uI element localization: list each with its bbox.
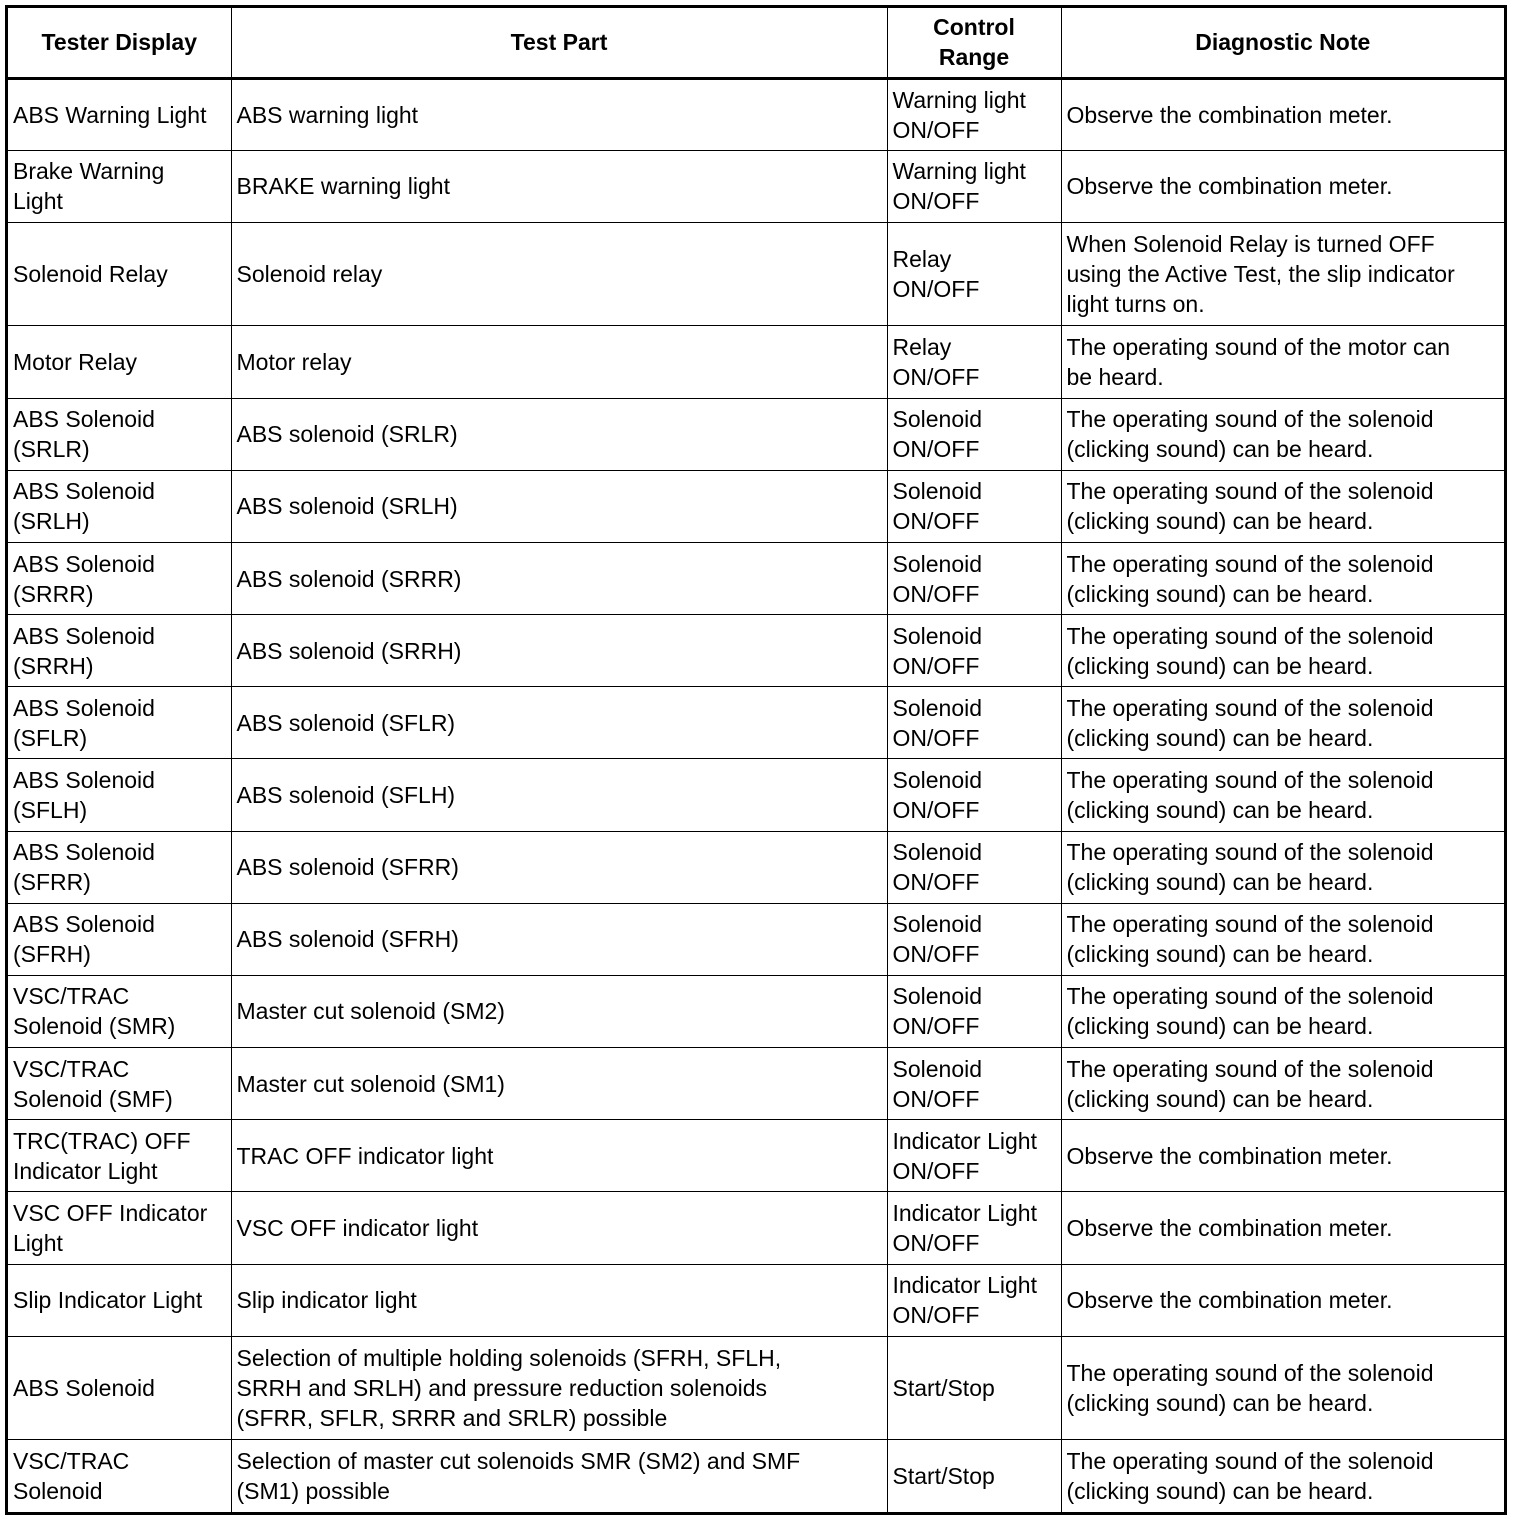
diagnostic-note-cell — [1061, 615, 1504, 687]
test-part-cell-text: VSC OFF indicator light — [236, 1214, 479, 1241]
tester-display-cell-text: VSC/TRAC Solenoid — [13, 1448, 130, 1505]
tester-display-cell-text: ABS Solenoid (SFLH) — [13, 766, 155, 823]
diagnostic-note-cell — [1061, 398, 1504, 470]
table-row — [8, 831, 1504, 903]
diagnostic-note-cell — [1061, 903, 1504, 975]
tester-display-cell-text: ABS Solenoid (SFLR) — [13, 694, 155, 751]
control-range-cell-text: Relay ON/OFF — [892, 334, 980, 391]
test-part-cell — [231, 831, 887, 903]
diagnostic-note-cell — [1061, 759, 1504, 831]
table-row — [8, 150, 1504, 222]
control-range-cell-text: Relay ON/OFF — [892, 246, 980, 303]
diagnostic-note-cell — [1061, 831, 1504, 903]
header-row — [8, 8, 1504, 78]
tester-display-cell-text: ABS Solenoid (SFRH) — [13, 911, 155, 968]
diagnostic-note-cell-text: The operating sound of the solenoid (clicking sound) can be heard. — [1066, 1055, 1434, 1112]
diagnostic-note-cell-text: Observe the combination meter. — [1066, 1214, 1393, 1241]
tester-display-cell — [8, 903, 231, 975]
tester-display-cell — [8, 326, 231, 398]
diagnostic-note-cell-text: Observe the combination meter. — [1066, 1142, 1393, 1169]
test-part-cell-text: Selection of master cut solenoids SMR (SM2) and SMF (SM1) possible — [236, 1448, 801, 1505]
diagnostic-note-cell — [1061, 222, 1504, 326]
control-range-cell — [887, 903, 1061, 975]
tester-display-cell — [8, 542, 231, 614]
test-part-cell-text: TRAC OFF indicator light — [236, 1142, 494, 1169]
diagnostic-note-cell-text: Observe the combination meter. — [1066, 1287, 1393, 1314]
table-row — [8, 1336, 1504, 1440]
diagnostic-note-cell-text: The operating sound of the solenoid (clicking sound) can be heard. — [1066, 1448, 1434, 1505]
test-part-cell — [231, 326, 887, 398]
diagnostic-note-cell-text: The operating sound of the solenoid (clicking sound) can be heard. — [1066, 478, 1434, 535]
diagnostic-note-cell-text: When Solenoid Relay is turned OFF using the Active Test, the slip indicator light turns on. — [1066, 231, 1455, 318]
test-part-cell — [231, 903, 887, 975]
tester-display-cell-text: VSC/TRAC Solenoid (SMF) — [13, 1055, 173, 1112]
table-row — [8, 759, 1504, 831]
diagnostic-note-cell — [1061, 975, 1504, 1047]
diagnostic-note-cell — [1061, 326, 1504, 398]
tester-display-cell-text: ABS Solenoid (SRLH) — [13, 478, 155, 535]
test-part-cell-text: ABS solenoid (SFRH) — [236, 926, 459, 953]
diagnostic-note-cell-text: Observe the combination meter. — [1066, 173, 1393, 200]
diagnostic-note-cell — [1061, 1440, 1504, 1512]
control-range-cell-text: Solenoid ON/OFF — [892, 839, 983, 896]
table-row — [8, 615, 1504, 687]
tester-display-cell — [8, 1192, 231, 1264]
diagnostic-note-cell — [1061, 1120, 1504, 1192]
tester-display-cell — [8, 1048, 231, 1120]
tester-display-cell — [8, 687, 231, 759]
test-part-cell-text: ABS solenoid (SRLR) — [236, 421, 458, 448]
table-row — [8, 1264, 1504, 1336]
control-range-cell — [887, 1048, 1061, 1120]
diagnostic-note-cell-text: The operating sound of the solenoid (clicking sound) can be heard. — [1066, 839, 1434, 896]
test-part-cell — [231, 542, 887, 614]
table-row — [8, 1440, 1504, 1512]
tester-display-cell-text: ABS Solenoid (SFRR) — [13, 839, 155, 896]
test-part-cell-text: ABS solenoid (SFLR) — [236, 709, 456, 736]
diagnostic-note-cell-text: Observe the combination meter. — [1066, 101, 1393, 128]
control-range-cell-text: Warning light ON/OFF — [892, 86, 1026, 143]
tester-display-cell — [8, 470, 231, 542]
test-part-cell — [231, 150, 887, 222]
test-part-cell-text: ABS warning light — [236, 101, 419, 128]
tester-display-cell-text: Slip Indicator Light — [13, 1287, 203, 1314]
control-range-cell — [887, 1192, 1061, 1264]
control-range-cell-text: Solenoid ON/OFF — [892, 622, 983, 679]
control-range-cell-text: Solenoid ON/OFF — [892, 478, 983, 535]
test-part-cell — [231, 1192, 887, 1264]
header-tester-display: Tester Display — [8, 8, 231, 78]
control-range-cell-text: Indicator Light ON/OFF — [892, 1127, 1037, 1184]
diagnostic-note-cell — [1061, 78, 1504, 150]
table-row — [8, 222, 1504, 326]
test-part-cell-text: Solenoid relay — [236, 261, 383, 288]
control-range-cell — [887, 975, 1061, 1047]
control-range-cell-text: Solenoid ON/OFF — [892, 550, 983, 607]
test-part-cell-text: Master cut solenoid (SM1) — [236, 1070, 505, 1097]
test-part-cell — [231, 1264, 887, 1336]
tester-display-cell — [8, 1336, 231, 1440]
diagnostic-note-cell-text: The operating sound of the solenoid (clicking sound) can be heard. — [1066, 406, 1434, 463]
test-part-cell-text: ABS solenoid (SFLH) — [236, 781, 456, 808]
control-range-cell-text: Solenoid ON/OFF — [892, 766, 983, 823]
control-range-cell-text: Solenoid ON/OFF — [892, 406, 983, 463]
tester-display-cell — [8, 222, 231, 326]
diagnostic-note-cell — [1061, 1192, 1504, 1264]
test-part-cell — [231, 1048, 887, 1120]
table-row — [8, 903, 1504, 975]
active-test-table-container — [5, 5, 1507, 1515]
table-row — [8, 398, 1504, 470]
test-part-cell-text: ABS solenoid (SRLH) — [236, 493, 458, 520]
diagnostic-note-cell-text: The operating sound of the solenoid (clicking sound) can be heard. — [1066, 911, 1434, 968]
test-part-cell — [231, 615, 887, 687]
control-range-cell-text: Indicator Light ON/OFF — [892, 1199, 1037, 1256]
tester-display-cell — [8, 759, 231, 831]
test-part-cell-text: ABS solenoid (SRRH) — [236, 637, 462, 664]
control-range-cell — [887, 615, 1061, 687]
table-row — [8, 1120, 1504, 1192]
tester-display-cell-text: Solenoid Relay — [13, 261, 168, 288]
tester-display-cell — [8, 1440, 231, 1512]
table-row — [8, 1192, 1504, 1264]
tester-display-cell-text: TRC(TRAC) OFF Indicator Light — [13, 1127, 191, 1184]
diagnostic-note-cell-text: The operating sound of the solenoid (clicking sound) can be heard. — [1066, 622, 1434, 679]
tester-display-cell-text: Brake Warning Light — [13, 158, 165, 215]
control-range-cell — [887, 222, 1061, 326]
control-range-cell-text: Solenoid ON/OFF — [892, 983, 983, 1040]
test-part-cell-text: Slip indicator light — [236, 1287, 417, 1314]
test-part-cell-text: Master cut solenoid (SM2) — [236, 998, 505, 1025]
control-range-cell — [887, 687, 1061, 759]
test-part-cell — [231, 1336, 887, 1440]
test-part-cell — [231, 975, 887, 1047]
test-part-cell — [231, 222, 887, 326]
diagnostic-note-cell — [1061, 1264, 1504, 1336]
test-part-cell — [231, 470, 887, 542]
test-part-cell — [231, 78, 887, 150]
tester-display-cell — [8, 1120, 231, 1192]
diagnostic-note-cell — [1061, 470, 1504, 542]
tester-display-cell — [8, 975, 231, 1047]
tester-display-cell-text: VSC OFF Indicator Light — [13, 1199, 208, 1256]
control-range-cell — [887, 1336, 1061, 1440]
control-range-cell-text: Indicator Light ON/OFF — [892, 1272, 1037, 1329]
control-range-cell-text: Warning light ON/OFF — [892, 158, 1026, 215]
test-part-cell-text: BRAKE warning light — [236, 173, 450, 200]
header-control-range: Control Range — [887, 8, 1061, 78]
diagnostic-note-cell — [1061, 1048, 1504, 1120]
tester-display-cell — [8, 398, 231, 470]
diagnostic-note-cell-text: The operating sound of the solenoid (clicking sound) can be heard. — [1066, 1359, 1434, 1416]
control-range-cell — [887, 326, 1061, 398]
tester-display-cell — [8, 615, 231, 687]
tester-display-cell — [8, 150, 231, 222]
test-part-cell — [231, 1120, 887, 1192]
diagnostic-note-cell — [1061, 1336, 1504, 1440]
control-range-cell — [887, 542, 1061, 614]
tester-display-cell — [8, 78, 231, 150]
test-part-cell-text: ABS solenoid (SRRR) — [236, 565, 462, 592]
control-range-cell-text: Solenoid ON/OFF — [892, 911, 983, 968]
table-row — [8, 326, 1504, 398]
table-row — [8, 470, 1504, 542]
active-test-table — [8, 8, 1504, 1512]
tester-display-cell-text: ABS Solenoid (SRRH) — [13, 622, 155, 679]
diagnostic-note-cell-text: The operating sound of the solenoid (clicking sound) can be heard. — [1066, 694, 1434, 751]
control-range-cell — [887, 759, 1061, 831]
test-part-cell — [231, 398, 887, 470]
control-range-cell — [887, 831, 1061, 903]
table-row — [8, 975, 1504, 1047]
test-part-cell — [231, 687, 887, 759]
table-row — [8, 78, 1504, 150]
control-range-cell-text: Start/Stop — [892, 1374, 995, 1401]
control-range-cell — [887, 398, 1061, 470]
table-row — [8, 687, 1504, 759]
tester-display-cell-text: ABS Solenoid (SRRR) — [13, 550, 155, 607]
tester-display-cell-text: ABS Warning Light — [13, 101, 207, 128]
diagnostic-note-cell — [1061, 150, 1504, 222]
tester-display-cell — [8, 1264, 231, 1336]
test-part-cell-text: Motor relay — [236, 349, 352, 376]
diagnostic-note-cell-text: The operating sound of the motor can be heard. — [1066, 334, 1451, 391]
control-range-cell-text: Solenoid ON/OFF — [892, 1055, 983, 1112]
diagnostic-note-cell — [1061, 542, 1504, 614]
diagnostic-note-cell — [1061, 687, 1504, 759]
diagnostic-note-cell-text: The operating sound of the solenoid (clicking sound) can be heard. — [1066, 983, 1434, 1040]
control-range-cell — [887, 150, 1061, 222]
control-range-cell — [887, 1264, 1061, 1336]
control-range-cell — [887, 78, 1061, 150]
tester-display-cell — [8, 831, 231, 903]
control-range-cell — [887, 1120, 1061, 1192]
table-row — [8, 542, 1504, 614]
test-part-cell — [231, 759, 887, 831]
diagnostic-note-cell-text: The operating sound of the solenoid (clicking sound) can be heard. — [1066, 766, 1434, 823]
tester-display-cell-text: ABS Solenoid (SRLR) — [13, 406, 155, 463]
control-range-cell-text: Start/Stop — [892, 1463, 995, 1490]
table-body — [8, 78, 1504, 1512]
tester-display-cell-text: VSC/TRAC Solenoid (SMR) — [13, 983, 176, 1040]
control-range-cell — [887, 470, 1061, 542]
test-part-cell-text: ABS solenoid (SFRR) — [236, 854, 459, 881]
test-part-cell-text: Selection of multiple holding solenoids (SFRH, SFLH, SRRH and SRLH) and pressure reduction solenoids (SFRR, SFLR, SRRR and SRLR) possible — [236, 1344, 782, 1431]
control-range-cell-text: Solenoid ON/OFF — [892, 694, 983, 751]
diagnostic-note-cell-text: The operating sound of the solenoid (clicking sound) can be heard. — [1066, 550, 1434, 607]
tester-display-cell-text: Motor Relay — [13, 349, 137, 376]
header-test-part: Test Part — [231, 8, 887, 78]
control-range-cell — [887, 1440, 1061, 1512]
table-row — [8, 1048, 1504, 1120]
test-part-cell — [231, 1440, 887, 1512]
header-diagnostic-note: Diagnostic Note — [1061, 8, 1504, 78]
tester-display-cell-text: ABS Solenoid — [13, 1374, 155, 1401]
